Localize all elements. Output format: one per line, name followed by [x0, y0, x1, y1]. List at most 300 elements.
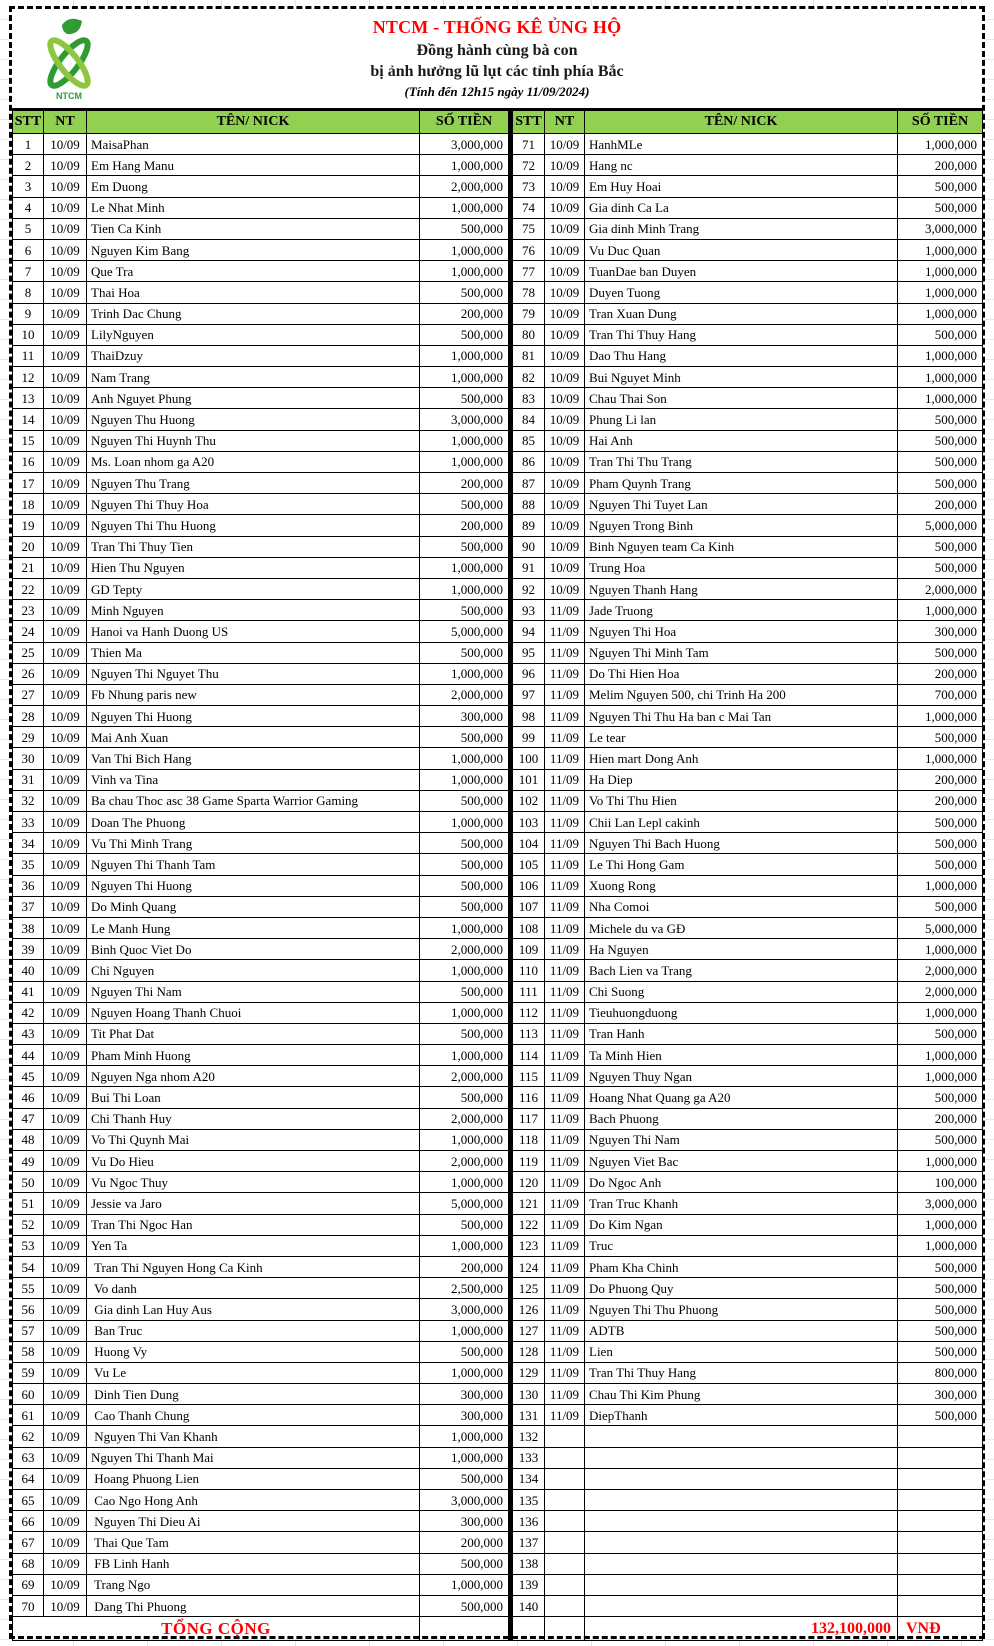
cell-nt[interactable]: 10/09: [44, 1490, 87, 1511]
cell-amount[interactable]: 5,000,000: [898, 917, 983, 938]
cell-name[interactable]: Yen Ta: [87, 1235, 420, 1256]
cell-name[interactable]: Le Manh Hung: [87, 917, 420, 938]
cell-nt[interactable]: [545, 1490, 585, 1511]
cell-stt[interactable]: 111: [513, 981, 545, 1002]
cell-amount[interactable]: 500,000: [420, 1553, 509, 1574]
cell-stt[interactable]: 5: [13, 218, 44, 239]
cell-stt[interactable]: 117: [513, 1108, 545, 1129]
cell-amount[interactable]: 300,000: [898, 621, 983, 642]
cell-stt[interactable]: 81: [513, 345, 545, 366]
cell-amount[interactable]: 1,000,000: [898, 1214, 983, 1235]
cell-amount[interactable]: 2,000,000: [898, 981, 983, 1002]
cell-nt[interactable]: 10/09: [44, 345, 87, 366]
cell-name[interactable]: Ta Minh Hien: [585, 1045, 898, 1066]
cell-nt[interactable]: 10/09: [44, 642, 87, 663]
cell-amount[interactable]: 1,000,000: [420, 769, 509, 790]
cell-nt[interactable]: 10/09: [44, 557, 87, 578]
cell-nt[interactable]: 11/09: [545, 1341, 585, 1362]
cell-amount[interactable]: 2,000,000: [898, 960, 983, 981]
cell-amount[interactable]: 500,000: [898, 409, 983, 430]
cell-stt[interactable]: 98: [513, 706, 545, 727]
cell-nt[interactable]: 11/09: [545, 1108, 585, 1129]
cell-nt[interactable]: 10/09: [44, 939, 87, 960]
cell-name[interactable]: Bui Nguyet Minh: [585, 367, 898, 388]
cell-name[interactable]: Nguyen Thi Nam: [87, 981, 420, 1002]
cell-stt[interactable]: 105: [513, 854, 545, 875]
cell-nt[interactable]: 10/09: [44, 1341, 87, 1362]
cell-name[interactable]: Vinh va Tina: [87, 769, 420, 790]
cell-amount[interactable]: 1,000,000: [420, 1320, 509, 1341]
cell-amount[interactable]: 500,000: [898, 1023, 983, 1044]
cell-stt[interactable]: 79: [513, 303, 545, 324]
cell-stt[interactable]: 76: [513, 239, 545, 260]
cell-nt[interactable]: 10/09: [44, 1595, 87, 1616]
cell-name[interactable]: [585, 1490, 898, 1511]
cell-nt[interactable]: 10/09: [545, 324, 585, 345]
cell-amount[interactable]: 1,000,000: [420, 1235, 509, 1256]
cell-stt[interactable]: 19: [13, 515, 44, 536]
cell-nt[interactable]: 10/09: [44, 960, 87, 981]
cell-amount[interactable]: [898, 1574, 983, 1595]
cell-stt[interactable]: 3: [13, 176, 44, 197]
cell-amount[interactable]: 200,000: [898, 1108, 983, 1129]
cell-name[interactable]: FB Linh Hanh: [87, 1553, 420, 1574]
cell-amount[interactable]: 3,000,000: [420, 409, 509, 430]
cell-amount[interactable]: 500,000: [898, 451, 983, 472]
cell-nt[interactable]: 10/09: [44, 1256, 87, 1277]
cell-name[interactable]: Em Hang Manu: [87, 155, 420, 176]
cell-stt[interactable]: 13: [13, 388, 44, 409]
col-header-stt[interactable]: STT: [513, 111, 545, 134]
cell-nt[interactable]: 10/09: [545, 451, 585, 472]
cell-name[interactable]: [585, 1574, 898, 1595]
cell-name[interactable]: Em Huy Hoai: [585, 176, 898, 197]
cell-name[interactable]: Trinh Dac Chung: [87, 303, 420, 324]
cell-nt[interactable]: 10/09: [545, 430, 585, 451]
cell-stt[interactable]: 103: [513, 812, 545, 833]
cell-stt[interactable]: 88: [513, 494, 545, 515]
cell-name[interactable]: Do Phuong Quy: [585, 1278, 898, 1299]
cell-name[interactable]: Nguyen Thi Minh Tam: [585, 642, 898, 663]
cell-amount[interactable]: 1,000,000: [898, 939, 983, 960]
cell-nt[interactable]: 10/09: [44, 409, 87, 430]
cell-name[interactable]: Jade Truong: [585, 600, 898, 621]
cell-nt[interactable]: 11/09: [545, 1172, 585, 1193]
cell-amount[interactable]: 1,000,000: [898, 345, 983, 366]
cell-nt[interactable]: 11/09: [545, 1045, 585, 1066]
cell-name[interactable]: Tran Truc Khanh: [585, 1193, 898, 1214]
cell-stt[interactable]: 17: [13, 473, 44, 494]
cell-stt[interactable]: 82: [513, 367, 545, 388]
cell-stt[interactable]: 47: [13, 1108, 44, 1129]
cell-stt[interactable]: 96: [513, 663, 545, 684]
cell-amount[interactable]: 1,000,000: [898, 600, 983, 621]
cell-name[interactable]: Cao Thanh Chung: [87, 1405, 420, 1426]
cell-nt[interactable]: [545, 1574, 585, 1595]
cell-amount[interactable]: [898, 1511, 983, 1532]
cell-nt[interactable]: 10/09: [44, 1214, 87, 1235]
cell-nt[interactable]: 10/09: [44, 1574, 87, 1595]
cell-name[interactable]: Hien mart Dong Anh: [585, 748, 898, 769]
cell-name[interactable]: Trang Ngo: [87, 1574, 420, 1595]
cell-name[interactable]: Le tear: [585, 727, 898, 748]
cell-name[interactable]: Tran Thi Nguyen Hong Ca Kinh: [87, 1256, 420, 1277]
cell-amount[interactable]: 1,000,000: [898, 388, 983, 409]
cell-amount[interactable]: 3,000,000: [898, 1193, 983, 1214]
cell-amount[interactable]: 1,000,000: [898, 1066, 983, 1087]
cell-stt[interactable]: 95: [513, 642, 545, 663]
cell-name[interactable]: Nguyen Thi Thanh Tam: [87, 854, 420, 875]
cell-nt[interactable]: 10/09: [44, 578, 87, 599]
cell-name[interactable]: Hanoi va Hanh Duong US: [87, 621, 420, 642]
cell-name[interactable]: Le Nhat Minh: [87, 197, 420, 218]
cell-name[interactable]: Le Thi Hong Gam: [585, 854, 898, 875]
cell-stt[interactable]: 63: [13, 1447, 44, 1468]
cell-stt[interactable]: 131: [513, 1405, 545, 1426]
cell-nt[interactable]: 11/09: [545, 1023, 585, 1044]
cell-amount[interactable]: 500,000: [898, 833, 983, 854]
cell-name[interactable]: Tran Thi Thuy Hang: [585, 324, 898, 345]
cell-amount[interactable]: 500,000: [898, 473, 983, 494]
cell-nt[interactable]: 10/09: [44, 1151, 87, 1172]
cell-name[interactable]: Nguyen Thu Trang: [87, 473, 420, 494]
cell-amount[interactable]: 500,000: [898, 1129, 983, 1150]
cell-name[interactable]: Melim Nguyen 500, chi Trinh Ha 200: [585, 684, 898, 705]
cell-stt[interactable]: 116: [513, 1087, 545, 1108]
cell-stt[interactable]: 54: [13, 1256, 44, 1277]
cell-amount[interactable]: 500,000: [898, 1087, 983, 1108]
cell-name[interactable]: Tran Thi Thuy Hang: [585, 1362, 898, 1383]
cell-nt[interactable]: 11/09: [545, 875, 585, 896]
cell-amount[interactable]: 200,000: [420, 473, 509, 494]
cell-amount[interactable]: 500,000: [898, 1299, 983, 1320]
cell-stt[interactable]: 90: [513, 536, 545, 557]
cell-nt[interactable]: 10/09: [44, 239, 87, 260]
cell-amount[interactable]: 200,000: [898, 155, 983, 176]
cell-amount[interactable]: 500,000: [420, 981, 509, 1002]
cell-amount[interactable]: 500,000: [898, 812, 983, 833]
cell-stt[interactable]: 21: [13, 557, 44, 578]
cell-stt[interactable]: 45: [13, 1066, 44, 1087]
cell-stt[interactable]: 64: [13, 1468, 44, 1489]
cell-name[interactable]: Em Duong: [87, 176, 420, 197]
cell-stt[interactable]: 87: [513, 473, 545, 494]
cell-amount[interactable]: 500,000: [898, 176, 983, 197]
cell-nt[interactable]: 11/09: [545, 812, 585, 833]
cell-name[interactable]: Ba chau Thoc asc 38 Game Sparta Warrior Gaming: [87, 790, 420, 811]
cell-nt[interactable]: 11/09: [545, 960, 585, 981]
cell-name[interactable]: Duyen Tuong: [585, 282, 898, 303]
cell-name[interactable]: Do Kim Ngan: [585, 1214, 898, 1235]
cell-name[interactable]: Gia dinh Minh Trang: [585, 218, 898, 239]
cell-name[interactable]: Chi Suong: [585, 981, 898, 1002]
cell-name[interactable]: Tran Xuan Dung: [585, 303, 898, 324]
cell-amount[interactable]: [898, 1447, 983, 1468]
cell-amount[interactable]: 500,000: [898, 1341, 983, 1362]
cell-name[interactable]: [585, 1447, 898, 1468]
cell-name[interactable]: Nguyen Thi Van Khanh: [87, 1426, 420, 1447]
cell-nt[interactable]: 10/09: [44, 451, 87, 472]
cell-name[interactable]: Nguyen Thi Huynh Thu: [87, 430, 420, 451]
cell-stt[interactable]: 92: [513, 578, 545, 599]
cell-amount[interactable]: 1,000,000: [420, 451, 509, 472]
cell-name[interactable]: Thai Que Tam: [87, 1532, 420, 1553]
cell-name[interactable]: Gia dinh Lan Huy Aus: [87, 1299, 420, 1320]
cell-nt[interactable]: 10/09: [545, 409, 585, 430]
cell-stt[interactable]: 27: [13, 684, 44, 705]
cell-nt[interactable]: 10/09: [545, 303, 585, 324]
cell-amount[interactable]: 1,000,000: [420, 1426, 509, 1447]
cell-stt[interactable]: 134: [513, 1468, 545, 1489]
cell-name[interactable]: Van Thi Bich Hang: [87, 748, 420, 769]
cell-stt[interactable]: 38: [13, 917, 44, 938]
cell-stt[interactable]: 83: [513, 388, 545, 409]
cell-amount[interactable]: 500,000: [420, 600, 509, 621]
cell-nt[interactable]: 11/09: [545, 1087, 585, 1108]
cell-stt[interactable]: 28: [13, 706, 44, 727]
cell-name[interactable]: Chii Lan Lepl cakinh: [585, 812, 898, 833]
cell-name[interactable]: Lien: [585, 1341, 898, 1362]
cell-amount[interactable]: 200,000: [420, 1532, 509, 1553]
cell-nt[interactable]: 11/09: [545, 1235, 585, 1256]
cell-name[interactable]: Doan The Phuong: [87, 812, 420, 833]
cell-name[interactable]: Bach Lien va Trang: [585, 960, 898, 981]
cell-nt[interactable]: 10/09: [44, 1193, 87, 1214]
cell-nt[interactable]: 10/09: [44, 324, 87, 345]
cell-nt[interactable]: 10/09: [44, 790, 87, 811]
cell-name[interactable]: Jessie va Jaro: [87, 1193, 420, 1214]
cell-nt[interactable]: 10/09: [44, 621, 87, 642]
cell-nt[interactable]: 10/09: [545, 557, 585, 578]
cell-stt[interactable]: 93: [513, 600, 545, 621]
cell-nt[interactable]: 10/09: [44, 1320, 87, 1341]
cell-amount[interactable]: 1,000,000: [420, 1574, 509, 1595]
cell-stt[interactable]: 22: [13, 578, 44, 599]
cell-nt[interactable]: 10/09: [545, 239, 585, 260]
cell-name[interactable]: Fb Nhung paris new: [87, 684, 420, 705]
cell-nt[interactable]: 10/09: [545, 367, 585, 388]
cell-name[interactable]: MaisaPhan: [87, 134, 420, 155]
cell-nt[interactable]: 10/09: [44, 854, 87, 875]
cell-amount[interactable]: 1,000,000: [420, 367, 509, 388]
cell-nt[interactable]: 11/09: [545, 706, 585, 727]
cell-amount[interactable]: [898, 1595, 983, 1616]
cell-stt[interactable]: 14: [13, 409, 44, 430]
cell-stt[interactable]: 39: [13, 939, 44, 960]
cell-stt[interactable]: 53: [13, 1235, 44, 1256]
cell-stt[interactable]: 120: [513, 1172, 545, 1193]
cell-name[interactable]: Minh Nguyen: [87, 600, 420, 621]
cell-name[interactable]: Hang nc: [585, 155, 898, 176]
cell-name[interactable]: Tieuhuongduong: [585, 1002, 898, 1023]
cell-name[interactable]: Nguyen Kim Bang: [87, 239, 420, 260]
cell-nt[interactable]: [545, 1447, 585, 1468]
cell-stt[interactable]: 35: [13, 854, 44, 875]
cell-amount[interactable]: 500,000: [420, 1087, 509, 1108]
cell-amount[interactable]: 500,000: [898, 557, 983, 578]
cell-nt[interactable]: 11/09: [545, 1362, 585, 1383]
cell-name[interactable]: Tran Thi Thu Trang: [585, 451, 898, 472]
cell-amount[interactable]: 5,000,000: [420, 1193, 509, 1214]
cell-nt[interactable]: 10/09: [44, 663, 87, 684]
col-header-nt[interactable]: NT: [545, 111, 585, 134]
cell-nt[interactable]: 10/09: [44, 1108, 87, 1129]
cell-amount[interactable]: 1,000,000: [898, 282, 983, 303]
cell-nt[interactable]: 10/09: [44, 1532, 87, 1553]
cell-name[interactable]: Bui Thi Loan: [87, 1087, 420, 1108]
cell-nt[interactable]: 11/09: [545, 684, 585, 705]
cell-nt[interactable]: 10/09: [44, 1045, 87, 1066]
cell-name[interactable]: Vo Thi Thu Hien: [585, 790, 898, 811]
cell-stt[interactable]: 73: [513, 176, 545, 197]
cell-nt[interactable]: 11/09: [545, 1002, 585, 1023]
cell-stt[interactable]: 136: [513, 1511, 545, 1532]
cell-nt[interactable]: 10/09: [44, 197, 87, 218]
cell-nt[interactable]: 11/09: [545, 833, 585, 854]
cell-nt[interactable]: [545, 1617, 585, 1641]
cell-name[interactable]: Ban Truc: [87, 1320, 420, 1341]
cell-nt[interactable]: 11/09: [545, 748, 585, 769]
cell-amount[interactable]: 1,000,000: [898, 261, 983, 282]
cell-amount[interactable]: 1,000,000: [420, 1045, 509, 1066]
cell-nt[interactable]: 11/09: [545, 1278, 585, 1299]
cell-nt[interactable]: 11/09: [545, 1151, 585, 1172]
cell-stt[interactable]: 36: [13, 875, 44, 896]
cell-name[interactable]: Dao Thu Hang: [585, 345, 898, 366]
cell-stt[interactable]: 24: [13, 621, 44, 642]
cell-amount[interactable]: 3,000,000: [898, 218, 983, 239]
cell-amount[interactable]: 200,000: [420, 1256, 509, 1277]
cell-nt[interactable]: 10/09: [44, 473, 87, 494]
cell-stt[interactable]: 37: [13, 896, 44, 917]
cell-nt[interactable]: 10/09: [545, 176, 585, 197]
col-header-nt[interactable]: NT: [44, 111, 87, 134]
cell-name[interactable]: Xuong Rong: [585, 875, 898, 896]
cell-stt[interactable]: 25: [13, 642, 44, 663]
cell-stt[interactable]: 109: [513, 939, 545, 960]
cell-name[interactable]: Michele du va GĐ: [585, 917, 898, 938]
cell-stt[interactable]: 60: [13, 1384, 44, 1405]
cell-amount[interactable]: 1,000,000: [420, 578, 509, 599]
cell-name[interactable]: Chau Thi Kim Phung: [585, 1384, 898, 1405]
cell-name[interactable]: [585, 1532, 898, 1553]
cell-stt[interactable]: 123: [513, 1235, 545, 1256]
cell-name[interactable]: Nguyen Thi Thanh Mai: [87, 1447, 420, 1468]
cell-stt[interactable]: 108: [513, 917, 545, 938]
cell-amount[interactable]: [898, 1468, 983, 1489]
cell-name[interactable]: Mai Anh Xuan: [87, 727, 420, 748]
cell-stt[interactable]: 2: [13, 155, 44, 176]
cell-stt[interactable]: 100: [513, 748, 545, 769]
cell-stt[interactable]: 11: [13, 345, 44, 366]
cell-nt[interactable]: 11/09: [545, 1384, 585, 1405]
cell-stt[interactable]: 26: [13, 663, 44, 684]
cell-nt[interactable]: 10/09: [44, 1023, 87, 1044]
cell-name[interactable]: Vu Duc Quan: [585, 239, 898, 260]
cell-name[interactable]: Hai Anh: [585, 430, 898, 451]
cell-name[interactable]: LilyNguyen: [87, 324, 420, 345]
cell-stt[interactable]: 115: [513, 1066, 545, 1087]
cell-stt[interactable]: 99: [513, 727, 545, 748]
cell-amount[interactable]: 3,000,000: [420, 1299, 509, 1320]
cell-name[interactable]: [585, 1426, 898, 1447]
cell-name[interactable]: GD Tepty: [87, 578, 420, 599]
cell-nt[interactable]: 10/09: [44, 1447, 87, 1468]
cell-nt[interactable]: 10/09: [44, 684, 87, 705]
cell-stt[interactable]: 97: [513, 684, 545, 705]
cell-stt[interactable]: 72: [513, 155, 545, 176]
cell-nt[interactable]: 10/09: [44, 1384, 87, 1405]
cell-stt[interactable]: 107: [513, 896, 545, 917]
cell-nt[interactable]: 10/09: [44, 1002, 87, 1023]
cell-stt[interactable]: 8: [13, 282, 44, 303]
cell-stt[interactable]: 51: [13, 1193, 44, 1214]
cell-stt[interactable]: 106: [513, 875, 545, 896]
cell-name[interactable]: Pham Kha Chinh: [585, 1256, 898, 1277]
cell-nt[interactable]: 10/09: [44, 917, 87, 938]
cell-nt[interactable]: 10/09: [545, 155, 585, 176]
cell-stt[interactable]: 113: [513, 1023, 545, 1044]
cell-amount[interactable]: 1,000,000: [898, 239, 983, 260]
cell-nt[interactable]: 10/09: [44, 261, 87, 282]
cell-amount[interactable]: 500,000: [898, 1256, 983, 1277]
cell-amount[interactable]: 500,000: [420, 854, 509, 875]
cell-nt[interactable]: 10/09: [545, 134, 585, 155]
cell-amount[interactable]: 1,000,000: [898, 875, 983, 896]
cell-stt[interactable]: 18: [13, 494, 44, 515]
cell-stt[interactable]: 84: [513, 409, 545, 430]
cell-nt[interactable]: 10/09: [545, 282, 585, 303]
cell-nt[interactable]: 11/09: [545, 1405, 585, 1426]
cell-nt[interactable]: 11/09: [545, 1214, 585, 1235]
cell-amount[interactable]: 3,000,000: [420, 1490, 509, 1511]
cell-amount[interactable]: 500,000: [898, 854, 983, 875]
total-amount[interactable]: 132,100,000: [585, 1617, 898, 1641]
cell-stt[interactable]: [513, 1617, 545, 1641]
cell-nt[interactable]: 10/09: [44, 303, 87, 324]
cell-amount[interactable]: 1,000,000: [420, 917, 509, 938]
cell-stt[interactable]: 7: [13, 261, 44, 282]
cell-stt[interactable]: 128: [513, 1341, 545, 1362]
cell-name[interactable]: Trung Hoa: [585, 557, 898, 578]
cell-amount[interactable]: 1,000,000: [898, 303, 983, 324]
cell-stt[interactable]: 74: [513, 197, 545, 218]
cell-amount[interactable]: 500,000: [898, 536, 983, 557]
cell-name[interactable]: Nguyen Thi Thu Ha ban c Mai Tan: [585, 706, 898, 727]
cell-stt[interactable]: 69: [13, 1574, 44, 1595]
cell-stt[interactable]: 70: [13, 1595, 44, 1616]
cell-name[interactable]: [585, 1511, 898, 1532]
cell-stt[interactable]: 58: [13, 1341, 44, 1362]
cell-amount[interactable]: 2,000,000: [420, 684, 509, 705]
cell-nt[interactable]: 11/09: [545, 917, 585, 938]
cell-stt[interactable]: 4: [13, 197, 44, 218]
cell-amount[interactable]: 500,000: [420, 875, 509, 896]
cell-name[interactable]: Cao Ngo Hong Anh: [87, 1490, 420, 1511]
cell-stt[interactable]: 34: [13, 833, 44, 854]
cell-name[interactable]: Do Ngoc Anh: [585, 1172, 898, 1193]
cell-nt[interactable]: 10/09: [44, 536, 87, 557]
cell-name[interactable]: Pham Quynh Trang: [585, 473, 898, 494]
cell-name[interactable]: Chau Thai Son: [585, 388, 898, 409]
cell-nt[interactable]: 11/09: [545, 727, 585, 748]
cell-name[interactable]: Tit Phat Dat: [87, 1023, 420, 1044]
cell-amount[interactable]: 200,000: [898, 790, 983, 811]
cell-name[interactable]: Thai Hoa: [87, 282, 420, 303]
cell-nt[interactable]: 10/09: [44, 218, 87, 239]
cell-name[interactable]: [585, 1553, 898, 1574]
cell-nt[interactable]: 10/09: [44, 1278, 87, 1299]
